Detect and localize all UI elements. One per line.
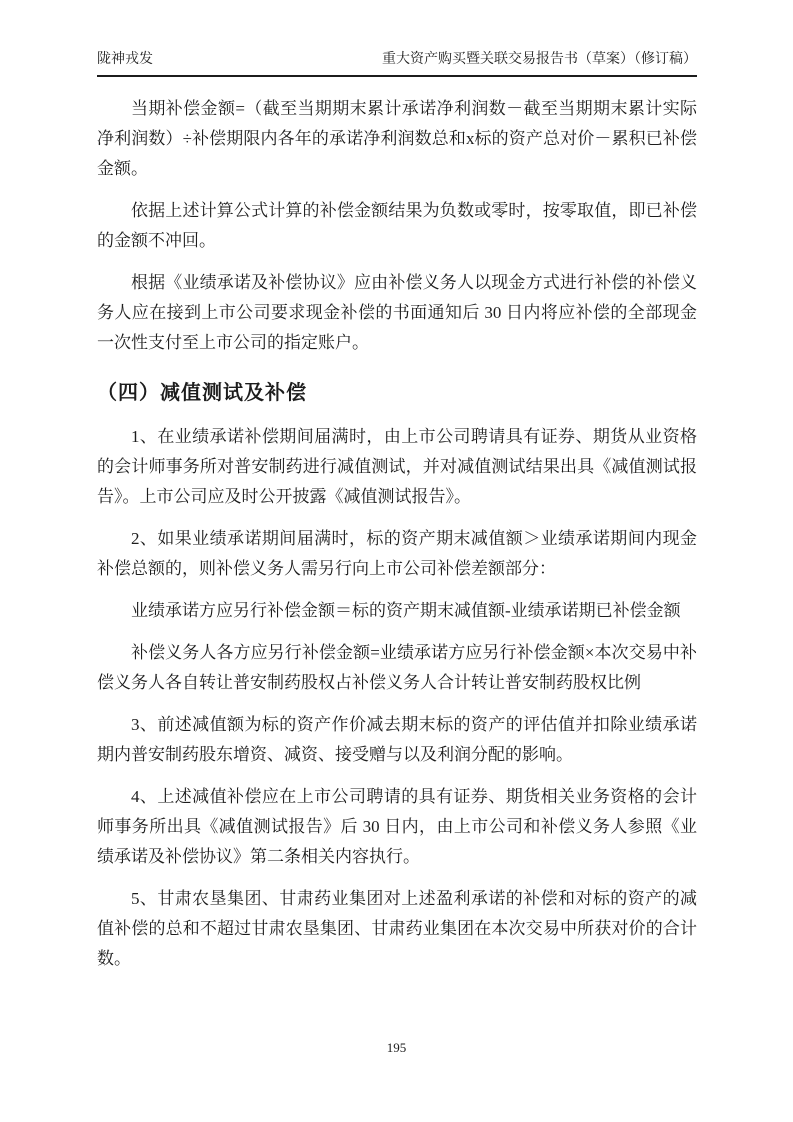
header-company: 陇神戎发	[97, 52, 153, 67]
paragraph-item-1-impairment-test: 1、在业绩承诺补偿期间届满时，由上市公司聘请具有证券、期货从业资格的会计师事务所对普安制药进行减值测试，并对减值测试结果出具《减值测试报告》。上市公司应及时公开披露《减值测试报告》。	[97, 427, 697, 506]
document-body	[97, 94, 697, 986]
page-number: 195	[386, 1040, 407, 1055]
paragraph-item-5-compensation-cap: 5、甘肃农垦集团、甘肃药业集团对上述盈利承诺的补偿和对标的资产的减值补偿的总和不超过甘肃农垦集团、甘肃药业集团在本次交易中所获对价的合计数。	[97, 889, 697, 968]
paragraph-cash-payment-term: 根据《业绩承诺及补偿协议》应由补偿义务人以现金方式进行补偿的补偿义务人应在接到上市公司要求现金补偿的书面通知后 30 日内将应补偿的全部现金一次性支付至上市公司的指定账户。	[97, 273, 697, 352]
paragraph-item-3-impairment-definition: 3、前述减值额为标的资产作价减去期末标的资产的评估值并扣除业绩承诺期内普安制药股东增资、减资、接受赠与以及利润分配的影响。	[97, 715, 697, 764]
section-heading: （四）减值测试及补偿	[97, 382, 307, 404]
paragraph-item-4-execution-term: 4、上述减值补偿应在上市公司聘请的具有证券、期货相关业务资格的会计师事务所出具《减值测试报告》后 30 日内，由上市公司和补偿义务人参照《业绩承诺及补偿协议》第二条相关内容执行。	[97, 787, 697, 866]
paragraph-item-2-difference-compensation: 2、如果业绩承诺期间届满时，标的资产期末减值额＞业绩承诺期间内现金补偿总额的，则补偿义务人需另行向上市公司补偿差额部分：	[97, 529, 697, 578]
page-footer	[0, 1040, 793, 1056]
page-header	[97, 50, 697, 77]
paragraph-compensation-formula: 当期补偿金额=（截至当期期末累计承诺净利润数－截至当期期末累计实际净利润数）÷补偿期限内各年的承诺净利润数总和x标的资产总对价－累积已补偿金额。	[97, 99, 697, 178]
header-report-title: 重大资产购买暨关联交易报告书（草案）（修订稿）	[382, 52, 697, 67]
paragraph-formula-obligor-share: 补偿义务人各方应另行补偿金额=业绩承诺方应另行补偿金额×本次交易中补偿义务人各自转让普安制药股权占补偿义务人合计转让普安制药股权比例	[97, 643, 697, 692]
paragraph-formula-additional-compensation: 业绩承诺方应另行补偿金额＝标的资产期末减值额-业绩承诺期已补偿金额	[131, 601, 681, 620]
paragraph-negative-or-zero-rule: 依据上述计算公式计算的补偿金额结果为负数或零时，按零取值，即已补偿的金额不冲回。	[97, 201, 697, 250]
